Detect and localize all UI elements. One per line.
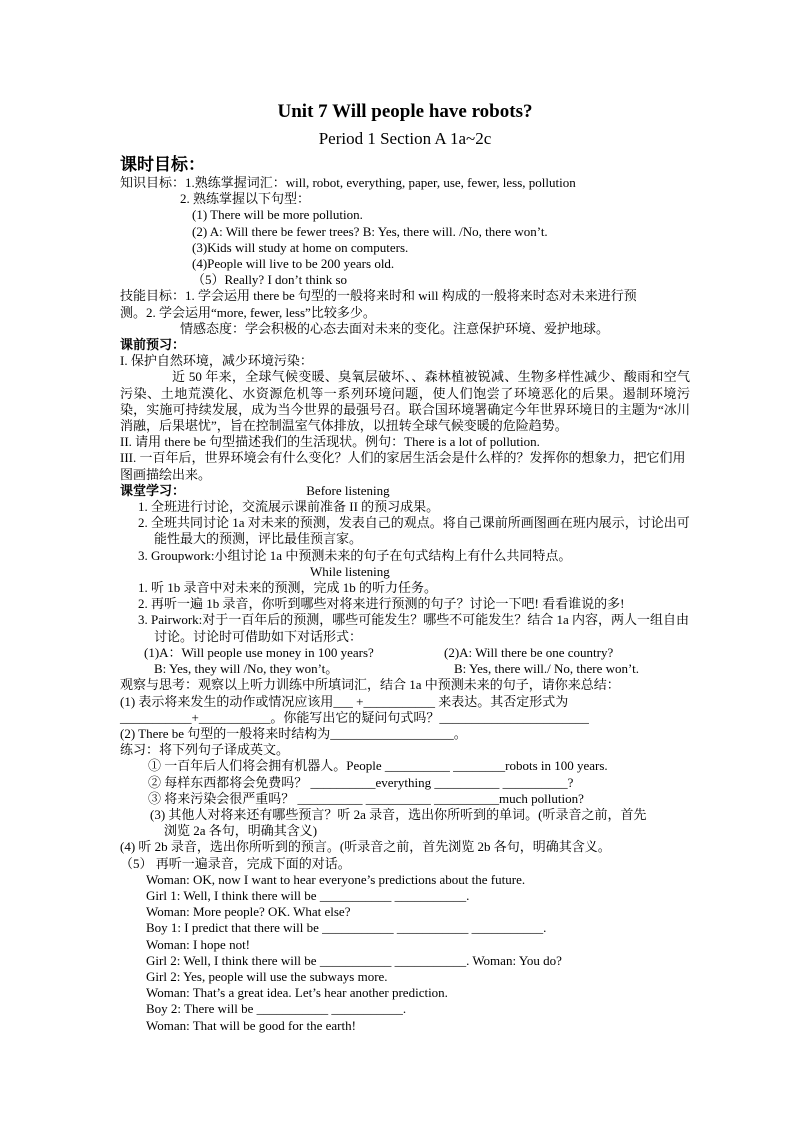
dialogue-line: Woman: I hope not! [146,936,251,952]
listening-2a-line-1: (3) 其他人对将来还有哪些预言？听 2a 录音，选出你所听到的单词。(听录音之前，首先 [150,806,647,822]
preview-heading: 课前预习： [120,337,186,353]
sentence-1: (1) There will be more pollution. [192,207,363,223]
skill-objective-line-1: 技能目标：1. 学会运用 there be 句型的一般将来时和 will 构成的一般将来时态对未来进行预 [120,288,637,304]
dialog-answer-1: B: Yes, they will /No, they won’t。 [154,661,339,677]
sentences-intro: 2. 熟练掌握以下句型： [180,191,311,207]
while-listening-label: While listening [310,563,390,579]
preview-item-1-title: I. 保护自然环境，减少环境污染： [120,353,313,369]
sentence-5: （5）Really? I don’t think so [192,272,348,288]
observe-line-2: ___________+___________。你能写出它的疑问句式吗？_______________________ [120,709,589,725]
before-item-3: 3. Groupwork:小组讨论 1a 中预测未来的句子在句式结构上有什么共同特点。 [138,547,572,563]
practice-2: ② 每样东西都将会免费吗？ __________everything __________ __________? [148,774,574,790]
sentence-3: (3)Kids will study at home on computers. [192,239,409,255]
practice-1: ① 一百年后人们将会拥有机器人。People __________ ________robots in 100 years. [148,758,608,774]
before-listening-label: Before listening [306,482,390,498]
page-subtitle: Period 1 Section A 1a~2c [318,129,492,148]
classwork-heading: 课堂学习： [120,482,186,498]
classwork-heading-row [120,483,690,499]
observe-think: 观察与思考：观察以上听力训练中所填词汇，结合 1a 中预测未来的句子，请你来总结： [120,677,620,693]
objectives-heading: 课时目标： [120,155,205,174]
dialogue-line: Woman: That will be good for the earth! [146,1017,356,1033]
while-item-2: 2. 再听一遍 1b 录音，你听到哪些对将来进行预测的句子？讨论一下吧! 看看谁说的多! [138,596,625,612]
dialogue-line: Woman: More people? OK. What else? [146,904,351,920]
practice-3: ③ 将来污染会很严重吗？ __________ __________ __________much pollution? [148,790,584,806]
worksheet-page [120,100,690,1034]
listening-2a-line-2: 浏览 2a 各句，明确其含义) [164,823,318,839]
dialogue-line: Girl 1: Well, I think there will be ___________ ___________. [146,887,470,903]
dialogue-line: Woman: That’s a great idea. Let’s hear another prediction. [146,985,448,1001]
before-item-2: 2. 全班共同讨论 1a 对未来的预测，发表自己的观点。将自己课前所画图画在班内展示，讨论出可能性最大的预测，评比最佳预言家。 [138,515,690,547]
dialogue-line: Girl 2: Well, I think there will be ___________ ___________. Woman: You do? [146,952,562,968]
sentence-2: (2) A: Will there be fewer trees? B: Yes, there will. /No, there won’t. [192,223,548,239]
before-item-1: 1. 全班进行讨论，交流展示课前准备 II 的预习成果。 [138,499,440,515]
knowledge-objective: 知识目标：1.熟练掌握词汇：will, robot, everything, paper, use, fewer, less, pollution [120,175,576,190]
dialog-question-2: (2)A: Will there be one country? [444,644,614,660]
preview-item-3: III. 一百年后，世界环境会有什么变化？人们的家居生活会是什么样的？发挥你的想象力，把它们用图画描绘出来。 [120,450,686,482]
preview-item-2: II. 请用 there be 句型描述我们的生活现状。例句：There is a lot of pollution. [120,434,540,450]
dialog-answer-2: B: Yes, there will./ No, there won’t. [454,661,639,677]
listening-2b: (4) 听 2b 录音，选出你所听到的预言。(听录音之前，首先浏览 2b 各句，明确其含义。 [120,839,611,855]
dialogue-line: Boy 1: I predict that there will be ___________ ___________ ___________. [146,920,547,936]
skill-objective-line-2: 测。2. 学会运用“more, fewer, less”比较多少。 [120,304,376,320]
page-title: Unit 7 Will people have robots? [277,101,533,122]
while-item-1: 1. 听 1b 录音中对未来的预测，完成 1b 的听力任务。 [138,580,438,596]
while-item-3: 3. Pairwork:对于一百年后的预测，哪些可能发生？哪些不可能发生？结合 1a 内容，两人一组自由讨论。讨论时可借助如下对话形式： [138,612,690,644]
dialog-question-row [120,645,690,661]
sentence-4: (4)People will live to be 200 years old. [192,256,395,272]
practice-label: 练习：将下列句子译成英文。 [120,742,290,758]
observe-line-3: (2) There be 句型的一般将来时结构为___________________。 [120,725,467,741]
listening-again: （5） 再听一遍录音，完成下面的对话。 [120,855,351,871]
dialogue-line: Girl 2: Yes, people will use the subways more. [146,968,388,984]
observe-line-1: (1) 表示将来发生的动作或情况应该用___ +___________ 来表达。其否定形式为 [120,693,569,709]
dialogue-line: Boy 2: There will be ___________ ___________. [146,1001,407,1017]
dialog-answer-row [120,661,690,677]
preview-item-1-paragraph: 近 50 年来，全球气候变暖、臭氧层破坏、、森林植被锐减、生物多样性减少、酸雨和空气污染、土地荒漠化、水资源危机等一系列环境问题，使人们饱尝了环境恶化的后果。遏制环境污染，实施可持续发展，成为当今世界的最强号召。联合国环境署确定今年世界环境日的主题为“冰川消融，后果堪忧”，旨在控制温室气体排放，以扭转全球气候变暖的危险趋势。 [120,369,690,434]
dialogue-line: Woman: OK, now I want to hear everyone’s predictions about the future. [146,871,526,887]
attitude-objective: 情感态度：学会积极的心态去面对未来的变化。注意保护环境、爱护地球。 [180,320,610,336]
dialog-question-1: (1)A：Will people use money in 100 years? [144,644,374,660]
